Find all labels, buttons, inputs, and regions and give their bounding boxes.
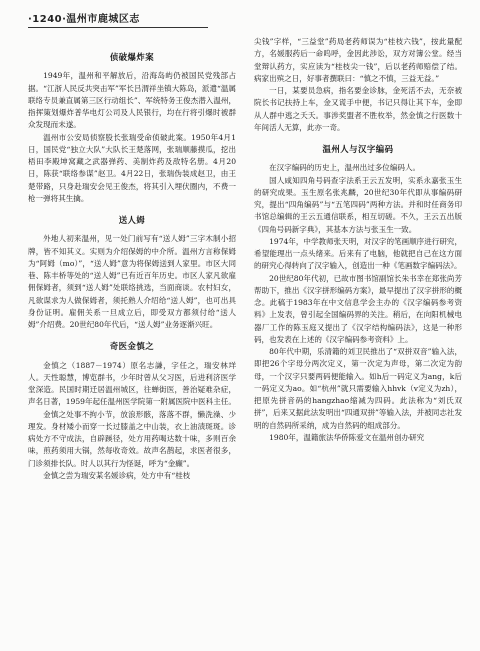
paragraph: 温州市公安局侦察股长张瑞受命侦破此案。1950年4月1日，国民党“独立大队”大队长王楚落网，张瑞顺藤摸瓜，挖出梧田李殿坤窝藏之武器弹药、美制炸药及敌特名册。4月20日，陈获“联络参谋”赵卫。4月22日，张瑞伪装成赵卫，由王楚带路，只身赴瑞安会见王俊杰，将其引入埋伏圈内，不费一枪一弹将其生擒。 [28,132,236,203]
section-title: 送人姆 [118,215,146,225]
left-column [28,36,236,482]
paragraph: 1974年，中学教师张天明，对汉字的笔画顺序进行研究，希望能理出一点头绪来。后来有了电脑，他就把自己在这方面的研究心得转向了汉字输入，创造出一种《笔画数字编码法》。 [254,236,462,271]
section-title: 温州人与汉字编码 [322,144,394,154]
paragraph: 80年代中期，乐清籍的刘卫民推出了“双拼双音”输入法，即把26个字母分两次定义，第一次定为声母，第二次定为韵母，一个汉字只要两码便能输入。如h后一码定义为ang，k后一码定义为ao。如“杭州”就只需要输入hhvk（v定义为zh），把原先拼音码的hangzhao缩减为四码。此法称为“刘氏双拼”，后来又据此法发明出“四通双拼”等输入法，并被同志社发明的自然码所采纳，成为自然码的组成部分。 [254,347,462,430]
paragraph: 金慎之处事不拘小节，放浪形骸，落落不群，懒洗澡、少理发。身材矮小而穿一长过膝盖之中山装，衣上油渍斑斑。诊病处方不守成法，自辟蹊径，处方用药喝达数十味，多则百余味，煎药须用大锅，然每收奇效。故声名鹊起，求医者很多，门诊须排长队。时人以其行为怪诞，呼为“金癫”。 [28,409,236,468]
paragraph: 在汉字编码的历史上，温州出过多位编码人。 [269,163,421,173]
paragraph: 1980年，温籍旅法华侨陈爱文在温州创办研究 [269,432,425,442]
paragraph: 1949年，温州和平解放后，沿海岛屿仍被国民党残部占据。“江浙人民反共突击军”军长吕渭祥坐镇大陈岛，派遣“温属联络专员兼直属第三区行动组长”、军统特务王俊杰潜入温州，指挥策划爆炸普华电灯公司及人民银行，均在行将引爆时被群众发现而未遂。 [28,71,236,130]
paragraph: 金慎之（1887－1974）原名志謙，字任之，瑞安林垟人。天性聪慧，博览群书，少年时曾从父习医，后进利济医学堂深造。民国时期迁居温州城区，往蝉街医，善治疑难杂症，声名日著，1959年起任温州医学院第一附属医院中医科主任。 [28,360,236,407]
right-column [254,36,462,444]
paragraph: 20世纪80年代初，已故市图书馆副馆长朱书幸在郑张尚芳帮助下，推出《汉字拼形编码方案》，最早提出了汉字拼形的概念。此稿于1983年在中文信息学会主办的《汉字编码参考资料》上发表，曾引起全国编码界的关注。稍后，在向阳机械电器厂工作的陈玉庭又提出了《汉字结构编码法》，这是一种形码，也发表在上述的《汉字编码参考资料》上。 [254,273,462,344]
paragraph: 一日，某要员急病，指名要金诊脉，金死活不去，无奈被院长书记扶持上车，金又谎手中便，书记只得让其下车，金即从人群中逃之夭夭。事涉奖盟者不胜枚举，然金慎之行医数十年间活人无算，此亦一奇。 [254,86,462,132]
section-title: 侦破爆炸案 [109,52,155,62]
paragraph: 外地人初来温州，见一处门前写有“送人姆”三字木制小招牌，皆不知其义。实则为介绍保姆的中介所。温州方言称保姆为“阿姆（mo）”，“送人姆”意为将保姆送到人家里。市区大同巷、陈丰桥等处的“送人姆”已有近百年历史。市区人家凡欲雇佣保姆者，须到“送人姆”处联络挑选，当面商谈。农村妇女，凡欲谋求为人做保姆者，须托熟人介绍给“送人姆”，也可出具身份证明。雇佣关系一旦成立后，即受双方都须付给“送人姆”介绍费。20世纪80年代后，“送人姆”业务逐渐兴旺。 [28,234,236,329]
paragraph: 国人咸知四角号码查字法系王云五发明，实系永嘉张玉生的研究成果。玉生原名张兆麟，20世纪30年代即从事编码研究，提出“四角编码”与“五笔四码”两种方法。并和时任商务印书馆总编辑的王云五通信联系，相互切磋。不久，王云五出版《四角号码新字典》，其基本方法与张玉生一致。 [254,175,462,234]
header-rule [28,27,208,28]
running-head: ·1240·温州市鹿城区志 [28,14,140,25]
section-title: 奇医金慎之 [109,341,155,352]
paragraph: 金慎之尝为瑞安某名媛诊病，处方中有“桂枝 [43,470,191,480]
paragraph-continued: 尖钱”字样，“三益堂”药局老药师误为“桂枝六钱”，按此量配方，名媛服药后一命呜呼，金因此渉讼，双方对簿公堂。经当堂辩认药方，实应读为“桂枝尖一钱”，后以老药师赔偿了结。病家出殡之日，好事者撰联曰：“慎之不慎，三益无益。” [254,37,462,83]
